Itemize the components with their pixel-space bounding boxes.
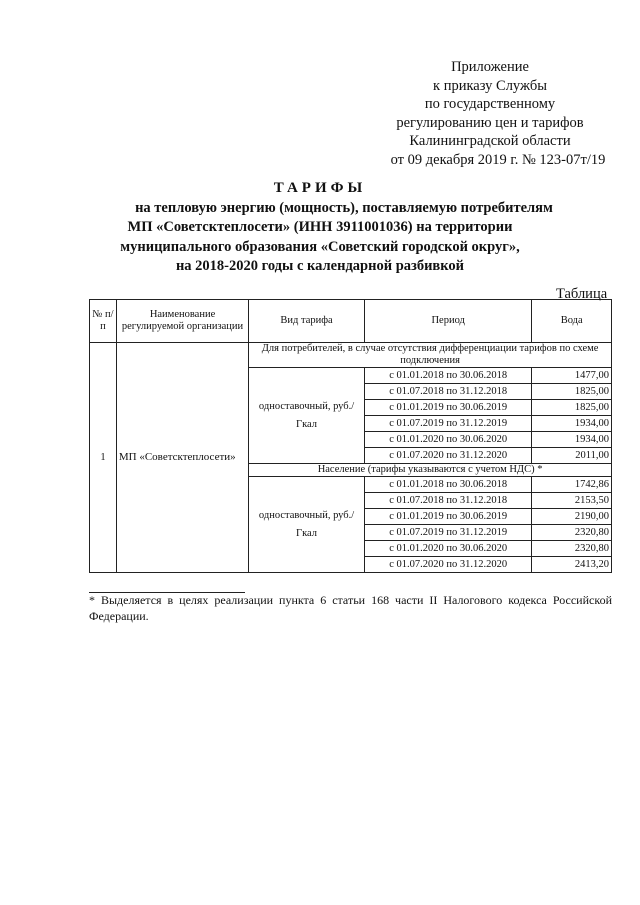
water-cell: 2320,80 — [532, 525, 612, 541]
period-cell: с 01.01.2020 по 30.06.2020 — [364, 541, 531, 557]
title-line: МП «Советсктеплосети» (ИНН 3911001036) на территории — [127, 219, 513, 235]
row-number: 1 — [90, 343, 117, 573]
period-cell: с 01.01.2018 по 30.06.2018 — [364, 368, 531, 384]
appendix-line: по государственному — [424, 96, 556, 112]
period-cell: с 01.07.2018 по 31.12.2018 — [364, 384, 531, 400]
period-cell: с 01.01.2018 по 30.06.2018 — [364, 477, 531, 493]
period-cell: с 01.07.2019 по 31.12.2019 — [364, 416, 531, 432]
water-cell: 2320,80 — [532, 541, 612, 557]
tariff-kind: одноставочный, руб./Гкал — [249, 477, 365, 573]
period-cell: с 01.07.2018 по 31.12.2018 — [364, 493, 531, 509]
water-cell: 1825,00 — [532, 384, 612, 400]
table-caption: Таблица — [556, 286, 608, 302]
water-cell: 2153,50 — [532, 493, 612, 509]
organization-name: МП «Советсктеплосети» — [116, 343, 248, 573]
table-header-row — [90, 300, 612, 343]
water-cell: 1477,00 — [532, 368, 612, 384]
header-kind: Вид тарифа — [249, 300, 365, 343]
header-org: Наименование регулируемой организации — [116, 300, 248, 343]
period-cell: с 01.07.2020 по 31.12.2020 — [364, 557, 531, 573]
group-label-row — [90, 343, 612, 368]
water-cell: 2011,00 — [532, 448, 612, 464]
period-cell: с 01.01.2019 по 30.06.2019 — [364, 509, 531, 525]
water-cell: 1934,00 — [532, 416, 612, 432]
period-cell: с 01.07.2020 по 31.12.2020 — [364, 448, 531, 464]
appendix-block — [330, 58, 640, 169]
group-label: Для потребителей, в случае отсутствия дифференциации тарифов по схеме подключения — [249, 343, 612, 368]
appendix-line: Калининградской области — [409, 133, 571, 149]
header-period: Период — [364, 300, 531, 343]
appendix-line: к приказу Службы — [433, 77, 547, 94]
water-cell: 1742,86 — [532, 477, 612, 493]
header-water: Вода — [532, 300, 612, 343]
water-cell: 2413,20 — [532, 557, 612, 573]
group-label: Население (тарифы указываются с учетом НДС) * — [249, 464, 612, 477]
period-cell: с 01.07.2019 по 31.12.2019 — [364, 525, 531, 541]
water-cell: 2190,00 — [532, 509, 612, 525]
title-line: на 2018-2020 годы с календарной разбивкой — [175, 258, 465, 274]
appendix-line: Приложение — [451, 59, 529, 75]
water-cell: 1825,00 — [532, 400, 612, 416]
title-heading: ТАРИФЫ — [273, 180, 367, 196]
tariffs-table — [89, 299, 612, 573]
tariff-kind: одноставочный, руб./Гкал — [249, 368, 365, 464]
document-title — [0, 179, 640, 277]
header-num: № п/п — [90, 300, 117, 343]
period-cell: с 01.01.2020 по 30.06.2020 — [364, 432, 531, 448]
period-cell: с 01.01.2019 по 30.06.2019 — [364, 400, 531, 416]
appendix-line: регулированию цен и тарифов — [396, 114, 584, 131]
title-line: на тепловую энергию (мощность), поставляемую потребителям — [135, 199, 553, 216]
appendix-line: от 09 декабря 2019 г. № 123-07т/19 — [390, 151, 606, 168]
footnote: * Выделяется в целях реализации пункта 6 статьи 168 части II Налогового кодекса Российской Федерации. — [89, 593, 612, 623]
title-line: муниципального образования «Советский городской округ», — [120, 238, 520, 255]
water-cell: 1934,00 — [532, 432, 612, 448]
